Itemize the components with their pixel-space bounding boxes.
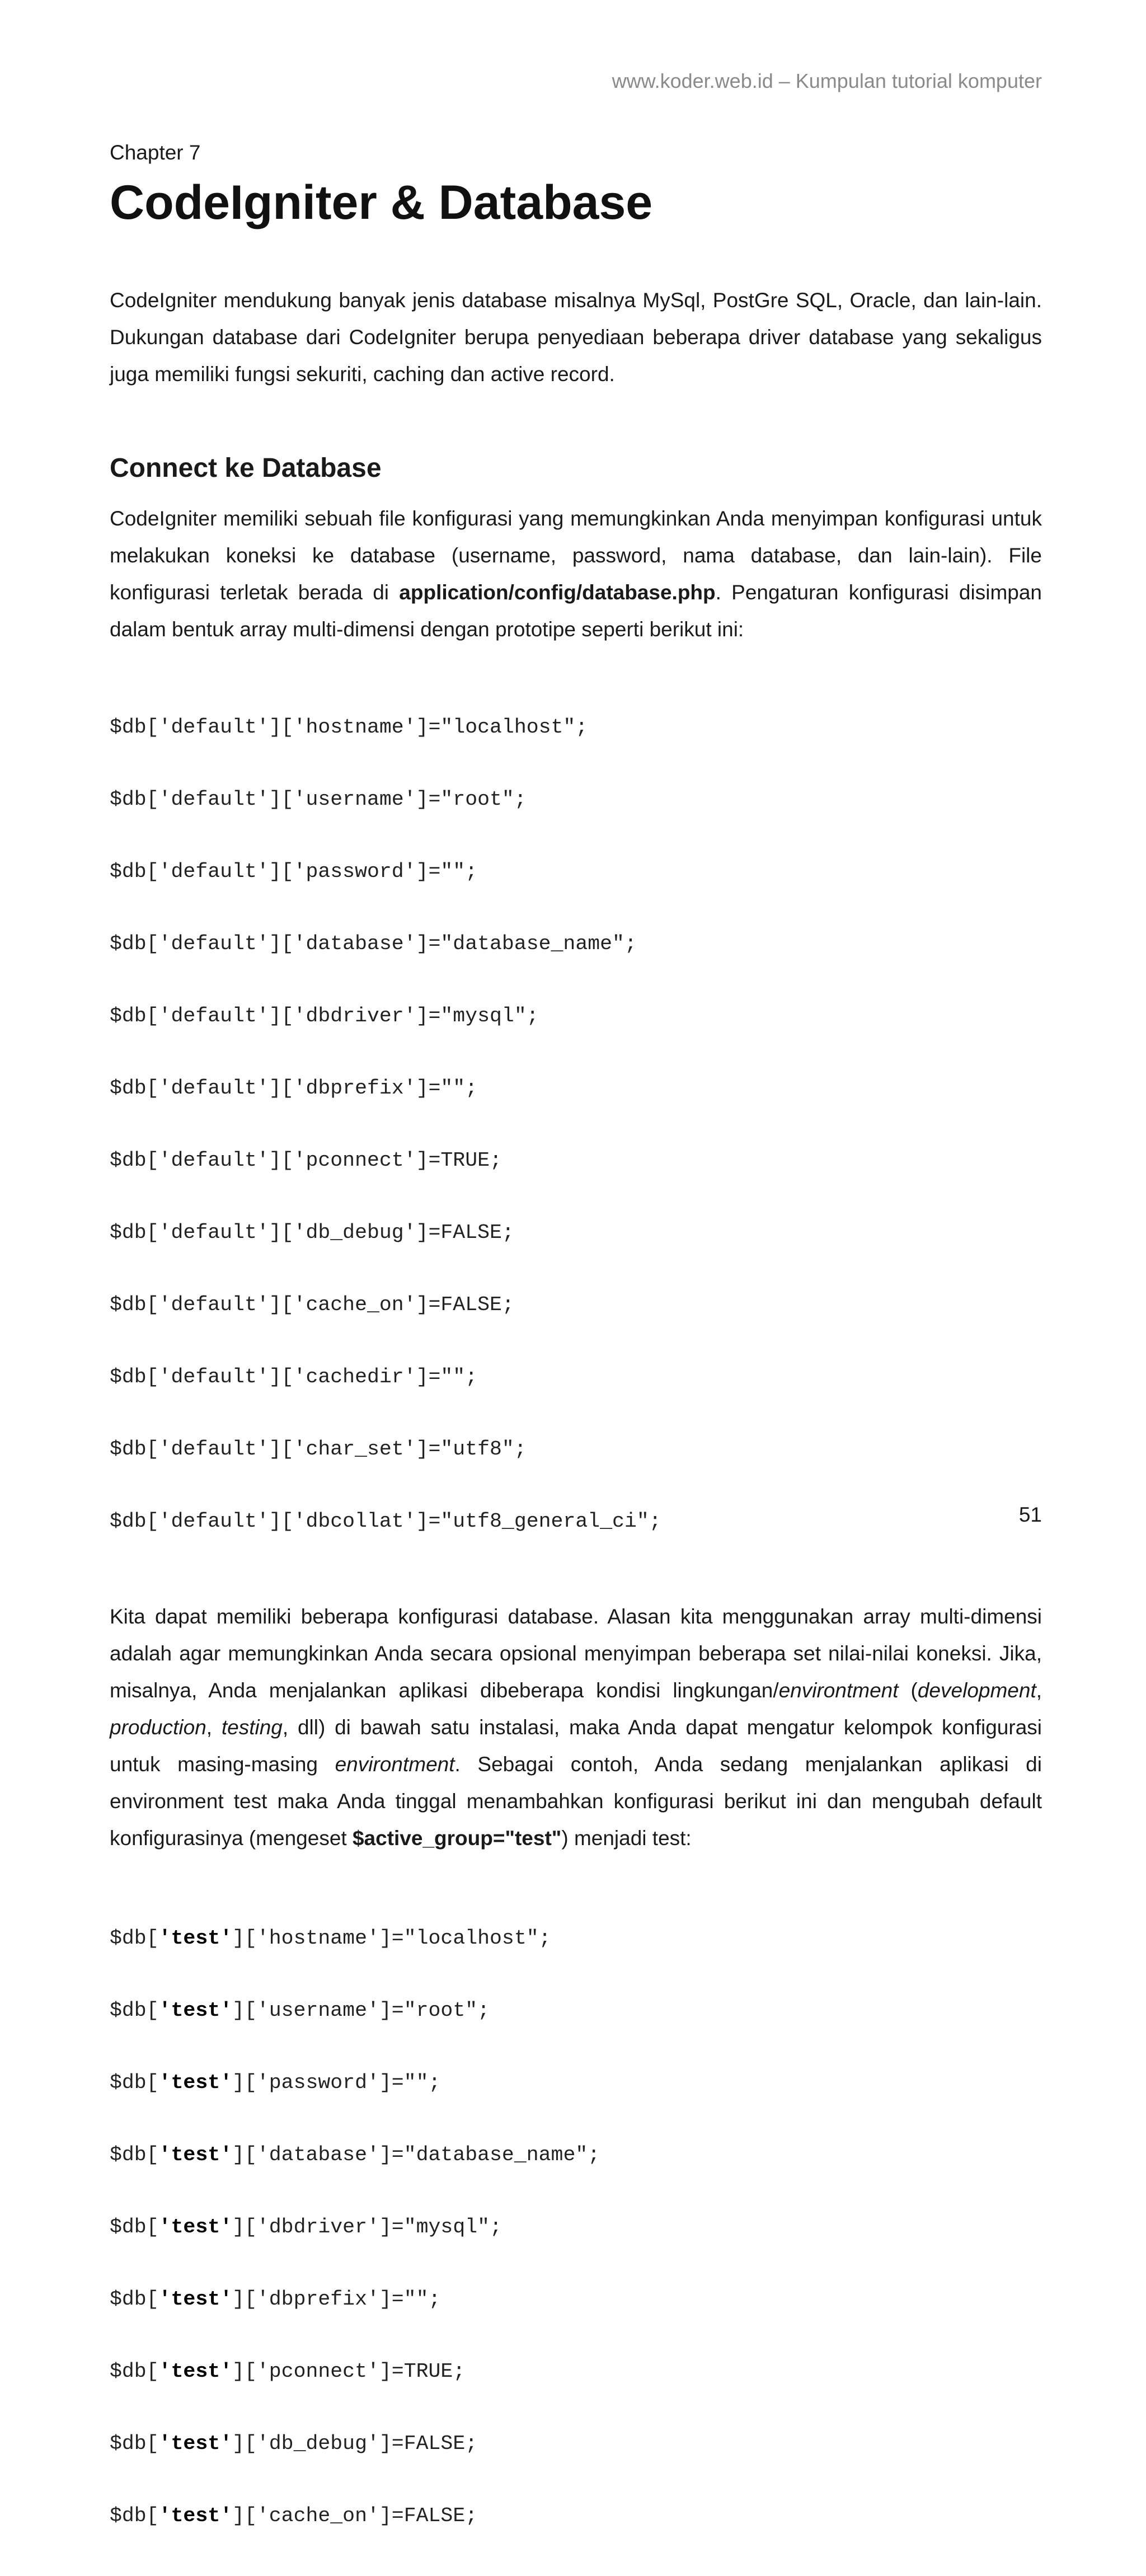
code-line bbox=[110, 2071, 1042, 2095]
env-italic: production bbox=[110, 1716, 206, 1739]
code-bracket: ] bbox=[232, 1927, 245, 1950]
code-line: $db['default']['dbdriver']="mysql"; bbox=[110, 1005, 539, 1027]
code-group-name: 'test' bbox=[158, 1999, 233, 2022]
code-bracket: ] bbox=[232, 2216, 245, 2239]
config-paragraph bbox=[110, 500, 1042, 648]
code-group-name: 'test' bbox=[158, 2143, 233, 2166]
code-rest: ['db_debug']=FALSE; bbox=[244, 2432, 478, 2455]
code-group-name: 'test' bbox=[158, 2288, 233, 2311]
env-italic: environtment bbox=[778, 1679, 899, 1702]
code-line: $db['default']['char_set']="utf8"; bbox=[110, 1438, 527, 1461]
code-block-default bbox=[110, 667, 1042, 1582]
code-rest: ['password']=""; bbox=[244, 2071, 441, 2094]
code-line: $db['default']['password']=""; bbox=[110, 860, 478, 883]
page-content bbox=[110, 138, 1042, 2576]
env-italic: testing bbox=[221, 1716, 283, 1739]
code-group-name: 'test' bbox=[158, 2071, 233, 2094]
code-prefix: $db[ bbox=[110, 2216, 159, 2239]
environment-paragraph bbox=[110, 1598, 1042, 1857]
code-line: $db['default']['cachedir']=""; bbox=[110, 1366, 478, 1388]
code-bracket: ] bbox=[232, 2504, 245, 2527]
env-text: Kita dapat memiliki beberapa konfigurasi database. Alasan kita menggunakan array multi-dimensi adalah agar memungkinkan Anda secara opsional menyimpan beberapa set nilai-nilai koneksi. Jika, misalnya, Anda menjalankan aplikasi dibeberapa kondisi lingkungan/ bbox=[110, 1605, 1042, 1702]
code-line bbox=[110, 2215, 1042, 2239]
code-prefix: $db[ bbox=[110, 2143, 159, 2166]
config-file-path: application/config/database.php bbox=[399, 581, 716, 604]
code-line: $db['default']['cache_on']=FALSE; bbox=[110, 1293, 514, 1316]
code-rest: ['pconnect']=TRUE; bbox=[244, 2360, 466, 2383]
code-line bbox=[110, 1998, 1042, 2023]
env-text: , bbox=[1036, 1679, 1042, 1702]
env-italic: environtment bbox=[335, 1753, 455, 1776]
code-prefix: $db[ bbox=[110, 1999, 159, 2022]
intro-paragraph: CodeIgniter mendukung banyak jenis database misalnya MySql, PostGre SQL, Oracle, dan lain-lain. Dukungan database dari CodeIgniter berupa penyediaan beberapa driver database yang sekaligus juga memiliki fungsi sekuriti, caching dan active record. bbox=[110, 289, 1042, 386]
env-text: . Sebagai contoh, Anda sedang menjalankan aplikasi di environment test maka Anda tinggal menambahkan konfigurasi berikut ini dan mengubah default konfigurasinya (mengeset bbox=[110, 1753, 1042, 1850]
env-text: ) menjadi test: bbox=[561, 1827, 692, 1850]
chapter-label: Chapter 7 bbox=[110, 141, 201, 164]
code-rest: ['dbprefix']=""; bbox=[244, 2288, 441, 2311]
config-text-after: . Pengaturan konfigurasi disimpan dalam bentuk array multi-dimensi dengan prototipe seperti berikut ini: bbox=[110, 581, 1042, 641]
code-group-name: 'test' bbox=[158, 2432, 233, 2455]
code-prefix: $db[ bbox=[110, 2288, 159, 2311]
code-prefix: $db[ bbox=[110, 1927, 159, 1950]
code-line: $db['default']['dbcollat']="utf8_general_ci"; bbox=[110, 1510, 661, 1533]
code-bracket: ] bbox=[232, 2143, 245, 2166]
code-line: $db['default']['hostname']="localhost"; bbox=[110, 716, 588, 739]
code-line: $db['default']['dbprefix']=""; bbox=[110, 1077, 478, 1100]
code-rest: ['username']="root"; bbox=[244, 1999, 490, 2022]
code-line bbox=[110, 2359, 1042, 2383]
code-group-name: 'test' bbox=[158, 2504, 233, 2527]
code-bracket: ] bbox=[232, 2360, 245, 2383]
code-prefix: $db[ bbox=[110, 2360, 159, 2383]
code-line bbox=[110, 1926, 1042, 1950]
code-line bbox=[110, 2143, 1042, 2167]
code-line: $db['default']['db_debug']=FALSE; bbox=[110, 1221, 514, 1244]
code-bracket: ] bbox=[232, 2288, 245, 2311]
code-group-name: 'test' bbox=[158, 1927, 233, 1950]
page-number: 51 bbox=[1018, 1503, 1042, 1526]
config-text-before: CodeIgniter memiliki sebuah file konfigurasi yang memungkinkan Anda menyimpan konfigurasi untuk melakukan koneksi ke database (username, password, nama database, dan lain-lain). File konfigurasi terletak berada di bbox=[110, 507, 1042, 604]
running-header: www.koder.web.id – Kumpulan tutorial komputer bbox=[612, 69, 1042, 92]
code-line bbox=[110, 2504, 1042, 2528]
code-bracket: ] bbox=[232, 1999, 245, 2022]
chapter-title: CodeIgniter & Database bbox=[110, 176, 653, 229]
code-line: $db['default']['pconnect']=TRUE; bbox=[110, 1149, 502, 1172]
code-line bbox=[110, 2432, 1042, 2456]
env-italic: development bbox=[917, 1679, 1036, 1702]
code-prefix: $db[ bbox=[110, 2504, 159, 2527]
code-prefix: $db[ bbox=[110, 2071, 159, 2094]
code-bracket: ] bbox=[232, 2432, 245, 2455]
code-line bbox=[110, 2287, 1042, 2311]
code-group-name: 'test' bbox=[158, 2216, 233, 2239]
code-bracket: ] bbox=[232, 2071, 245, 2094]
code-prefix: $db[ bbox=[110, 2432, 159, 2455]
code-rest: ['hostname']="localhost"; bbox=[244, 1927, 551, 1950]
code-line: $db['default']['database']="database_name"; bbox=[110, 932, 637, 955]
code-line: $db['default']['username']="root"; bbox=[110, 788, 527, 811]
env-text: , bbox=[206, 1716, 222, 1739]
code-rest: ['cache_on']=FALSE; bbox=[244, 2504, 478, 2527]
env-text: , dll) di bawah satu instalasi, maka Anda dapat mengatur kelompok konfigurasi untuk masing-masing bbox=[110, 1716, 1042, 1776]
active-group-setting: $active_group="test" bbox=[352, 1827, 562, 1850]
env-text: ( bbox=[898, 1679, 918, 1702]
code-rest: ['database']="database_name"; bbox=[244, 2143, 600, 2166]
code-rest: ['dbdriver']="mysql"; bbox=[244, 2216, 502, 2239]
code-group-name: 'test' bbox=[158, 2360, 233, 2383]
section-heading: Connect ke Database bbox=[110, 453, 382, 483]
code-block-test bbox=[110, 1878, 1042, 2576]
